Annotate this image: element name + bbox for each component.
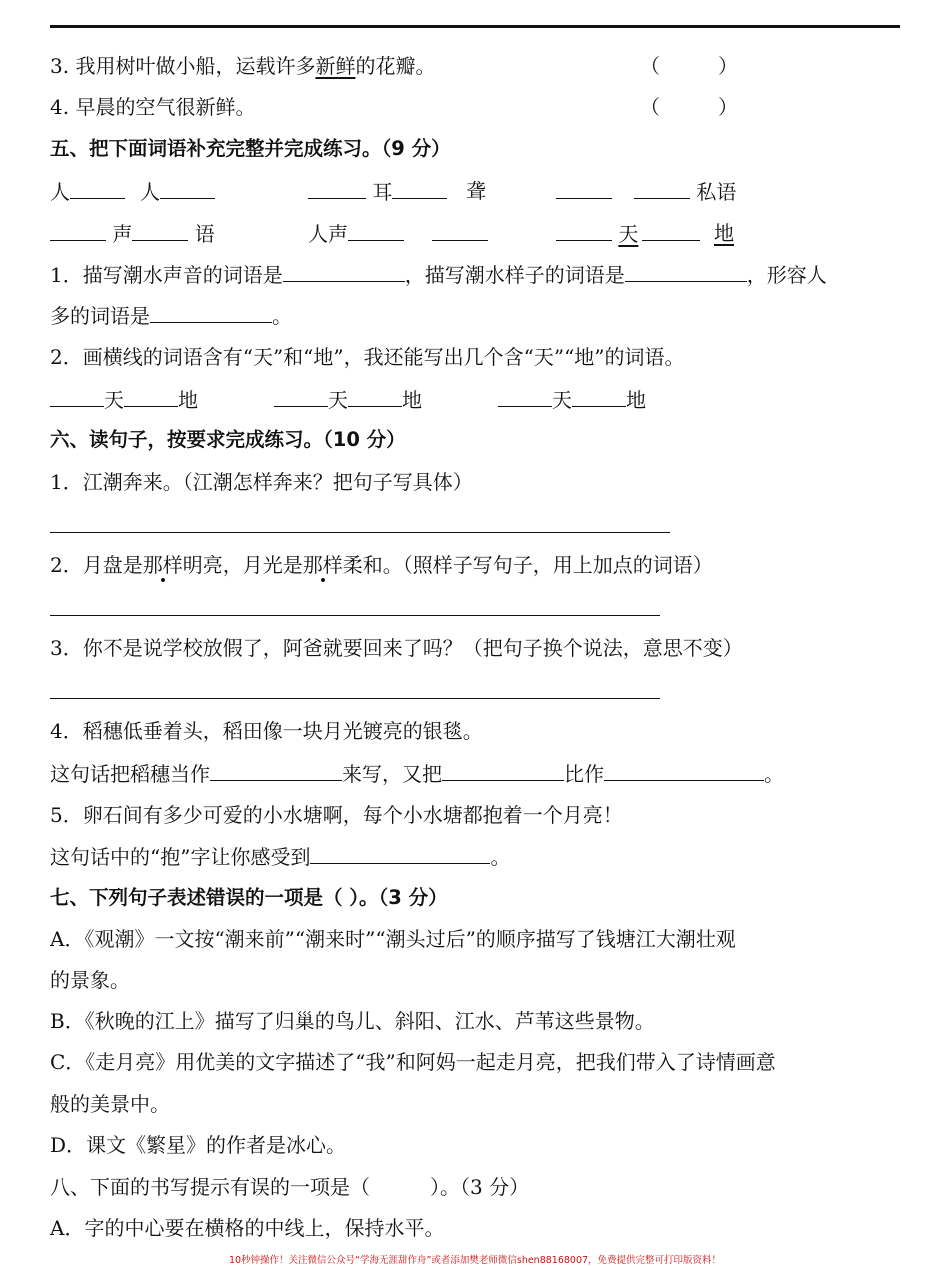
- blank[interactable]: [556, 177, 612, 199]
- blank[interactable]: [348, 385, 402, 407]
- blank[interactable]: [50, 385, 104, 407]
- option-a-cont: 的景象。: [50, 968, 130, 992]
- blank[interactable]: [604, 759, 764, 781]
- section-6-title: 六、读句子，按要求完成练习。（10 分）: [50, 428, 406, 451]
- blank[interactable]: [274, 385, 328, 407]
- blank[interactable]: [70, 177, 125, 199]
- blank[interactable]: [625, 260, 747, 282]
- option-a: A．《观潮》一文按“潮来前”“潮来时”“潮头过后”的顺序描写了钱塘江大潮壮观: [50, 927, 736, 951]
- blank[interactable]: [442, 759, 564, 781]
- fill-word: 人声: [308, 219, 404, 248]
- option-c: C．《走月亮》用优美的文字描述了“我”和阿妈一起走月亮，把我们带入了诗情画意: [50, 1050, 776, 1074]
- blank[interactable]: [50, 219, 106, 241]
- s6-question-1: 1．江潮奔来。（江潮怎样奔来？把句子写具体）: [50, 470, 473, 494]
- answer-line[interactable]: [50, 615, 660, 616]
- option-d: D．课文《繁星》的作者是冰心。: [50, 1133, 347, 1157]
- underlined-word: 地: [714, 221, 734, 245]
- blank[interactable]: [124, 385, 178, 407]
- s6-question-5: 5．卵石间有多少可爱的小水塘啊，每个小水塘都抱着一个月亮！: [50, 803, 623, 827]
- blank[interactable]: [556, 219, 612, 241]
- fill-word: [432, 219, 488, 248]
- fill-word: 声 语: [50, 219, 215, 248]
- s6-question-2: 2．月盘是那样明亮，月光是那样柔和。（照样子写句子，用上加点的词语）: [50, 553, 713, 577]
- blank[interactable]: [348, 219, 404, 241]
- s5-question-1: 1．描写潮水声音的词语是 ，描写潮水样子的词语是 ，形容人: [50, 260, 827, 288]
- fill-word: 人: [140, 177, 215, 206]
- s5-question-2: 2．画横线的词语含有“天”和“地”，我还能写出几个含“天”“地”的词语。: [50, 345, 685, 369]
- blank[interactable]: [392, 177, 447, 199]
- q4-item-4: 4. 早晨的空气很新鲜。: [50, 95, 256, 119]
- fill-word: 天: [556, 219, 700, 248]
- blank[interactable]: [634, 177, 690, 199]
- answer-line[interactable]: [50, 532, 670, 533]
- answer-line[interactable]: [50, 698, 660, 699]
- answer-paren[interactable]: （ ）: [640, 54, 738, 78]
- blank[interactable]: [498, 385, 552, 407]
- blank[interactable]: [150, 301, 272, 323]
- blank[interactable]: [572, 385, 626, 407]
- s8-option-a: A．字的中心要在横格的中线上，保持水平。: [50, 1216, 445, 1240]
- blank[interactable]: [642, 219, 700, 241]
- blank[interactable]: [432, 219, 488, 241]
- s6-question-4-fill: 这句话把稻穗当作 来写，又把 比作 。: [50, 759, 784, 787]
- option-b: B．《秋晚的江上》描写了归巢的鸟儿、斜阳、江水、芦苇这些景物。: [50, 1009, 655, 1033]
- s6-question-4: 4．稻穗低垂着头，稻田像一块月光镀亮的银毯。: [50, 719, 483, 743]
- fill-word: 人: [50, 177, 125, 206]
- tian-di-blank: 天 地: [50, 385, 198, 414]
- s6-question-5-fill: 这句话中的“抱”字让你感受到 。: [50, 842, 510, 870]
- section-7-title: 七、下列句子表述错误的一项是（ ）。（3 分）: [50, 886, 448, 909]
- blank[interactable]: [160, 177, 215, 199]
- blank[interactable]: [308, 177, 366, 199]
- s5-question-1-cont: 多的词语是 。: [50, 301, 292, 329]
- fill-word: [556, 177, 612, 206]
- top-rule: [50, 25, 900, 28]
- fill-word: 耳: [308, 177, 447, 206]
- underlined-word: 新鲜: [315, 54, 356, 78]
- section-8-title: 八、下面的书写提示有误的一项是（ ）。（3 分）: [50, 1175, 530, 1199]
- fill-word: 聋: [466, 179, 486, 203]
- tian-di-blank: 天 地: [274, 385, 422, 414]
- q4-item-3: 3. 我用树叶做小船，运载许多新鲜的花瓣。: [50, 54, 436, 78]
- fill-word: 私语: [634, 177, 736, 206]
- s6-question-3: 3．你不是说学校放假了，阿爸就要回来了吗？（把句子换个说法，意思不变）: [50, 636, 743, 660]
- footer-promo: 10秒钟操作！关注微信公众号“学海无涯甜作舟”或者添加樊老师微信shen88168007，免费提供完整可打印版资料！: [228, 1255, 722, 1266]
- section-5-title: 五、把下面词语补充完整并完成练习。（9 分）: [50, 137, 451, 160]
- tian-di-blank: 天 地: [498, 385, 646, 414]
- option-c-cont: 般的美景中。: [50, 1092, 170, 1116]
- blank[interactable]: [210, 759, 342, 781]
- blank[interactable]: [132, 219, 188, 241]
- answer-paren[interactable]: （ ）: [640, 95, 738, 119]
- blank[interactable]: [310, 842, 490, 864]
- blank[interactable]: [283, 260, 405, 282]
